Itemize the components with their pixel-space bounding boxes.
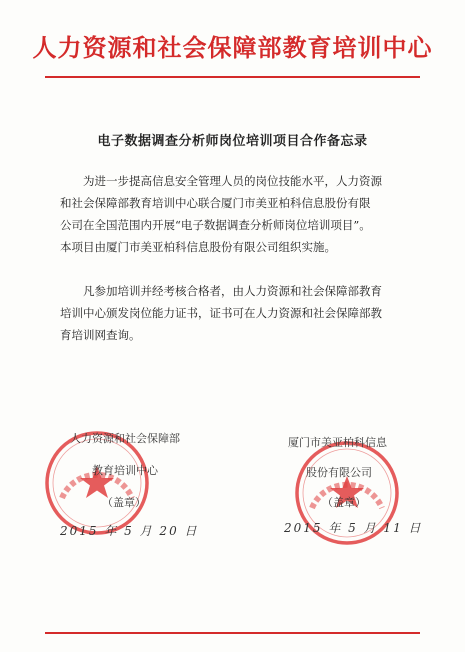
paragraph-line: 公司在全国范围内开展“电子数据调查分析师岗位培训项目”。 — [60, 218, 371, 232]
paragraph-line: 为进一步提高信息安全管理人员的岗位技能水平，人力资源 — [83, 174, 382, 188]
left-signatory-line-1: 人力资源和社会保障部 — [70, 432, 180, 445]
letterhead-rule — [45, 76, 420, 78]
right-signatory-line-1: 厦门市美亚柏科信息 — [288, 436, 387, 449]
right-signatory-line-2: 股份有限公司 — [306, 466, 372, 479]
paragraph-line: 和社会保障部教育培训中心联合厦门市美亚柏科信息股份有限 — [60, 196, 371, 210]
paragraph-line: 培训中心颁发岗位能力证书，证书可在人力资源和社会保障部教 — [60, 306, 382, 320]
footer-rule — [45, 632, 420, 634]
body-paragraph-1 — [60, 170, 400, 258]
right-signature-date: 2015 年 5 月 11 日 — [284, 521, 423, 535]
left-stamp-note: （盖章） — [102, 496, 146, 509]
left-signatory-line-2: 教育培训中心 — [92, 464, 158, 477]
letterhead-title: 人力资源和社会保障部教育培训中心 — [32, 34, 433, 62]
document-title: 电子数据调查分析师岗位培训项目合作备忘录 — [97, 134, 368, 149]
right-stamp-note: （盖章） — [322, 496, 366, 509]
paragraph-line: 凡参加培训并经考核合格者，由人力资源和社会保障部教育 — [83, 284, 382, 298]
paragraph-line: 育培训网查询。 — [60, 328, 141, 342]
paragraph-line: 本项目由厦门市美亚柏科信息股份有限公司组织实施。 — [60, 240, 336, 254]
body-paragraph-2 — [60, 280, 400, 346]
left-signature-date: 2015 年 5 月 20 日 — [60, 524, 199, 538]
